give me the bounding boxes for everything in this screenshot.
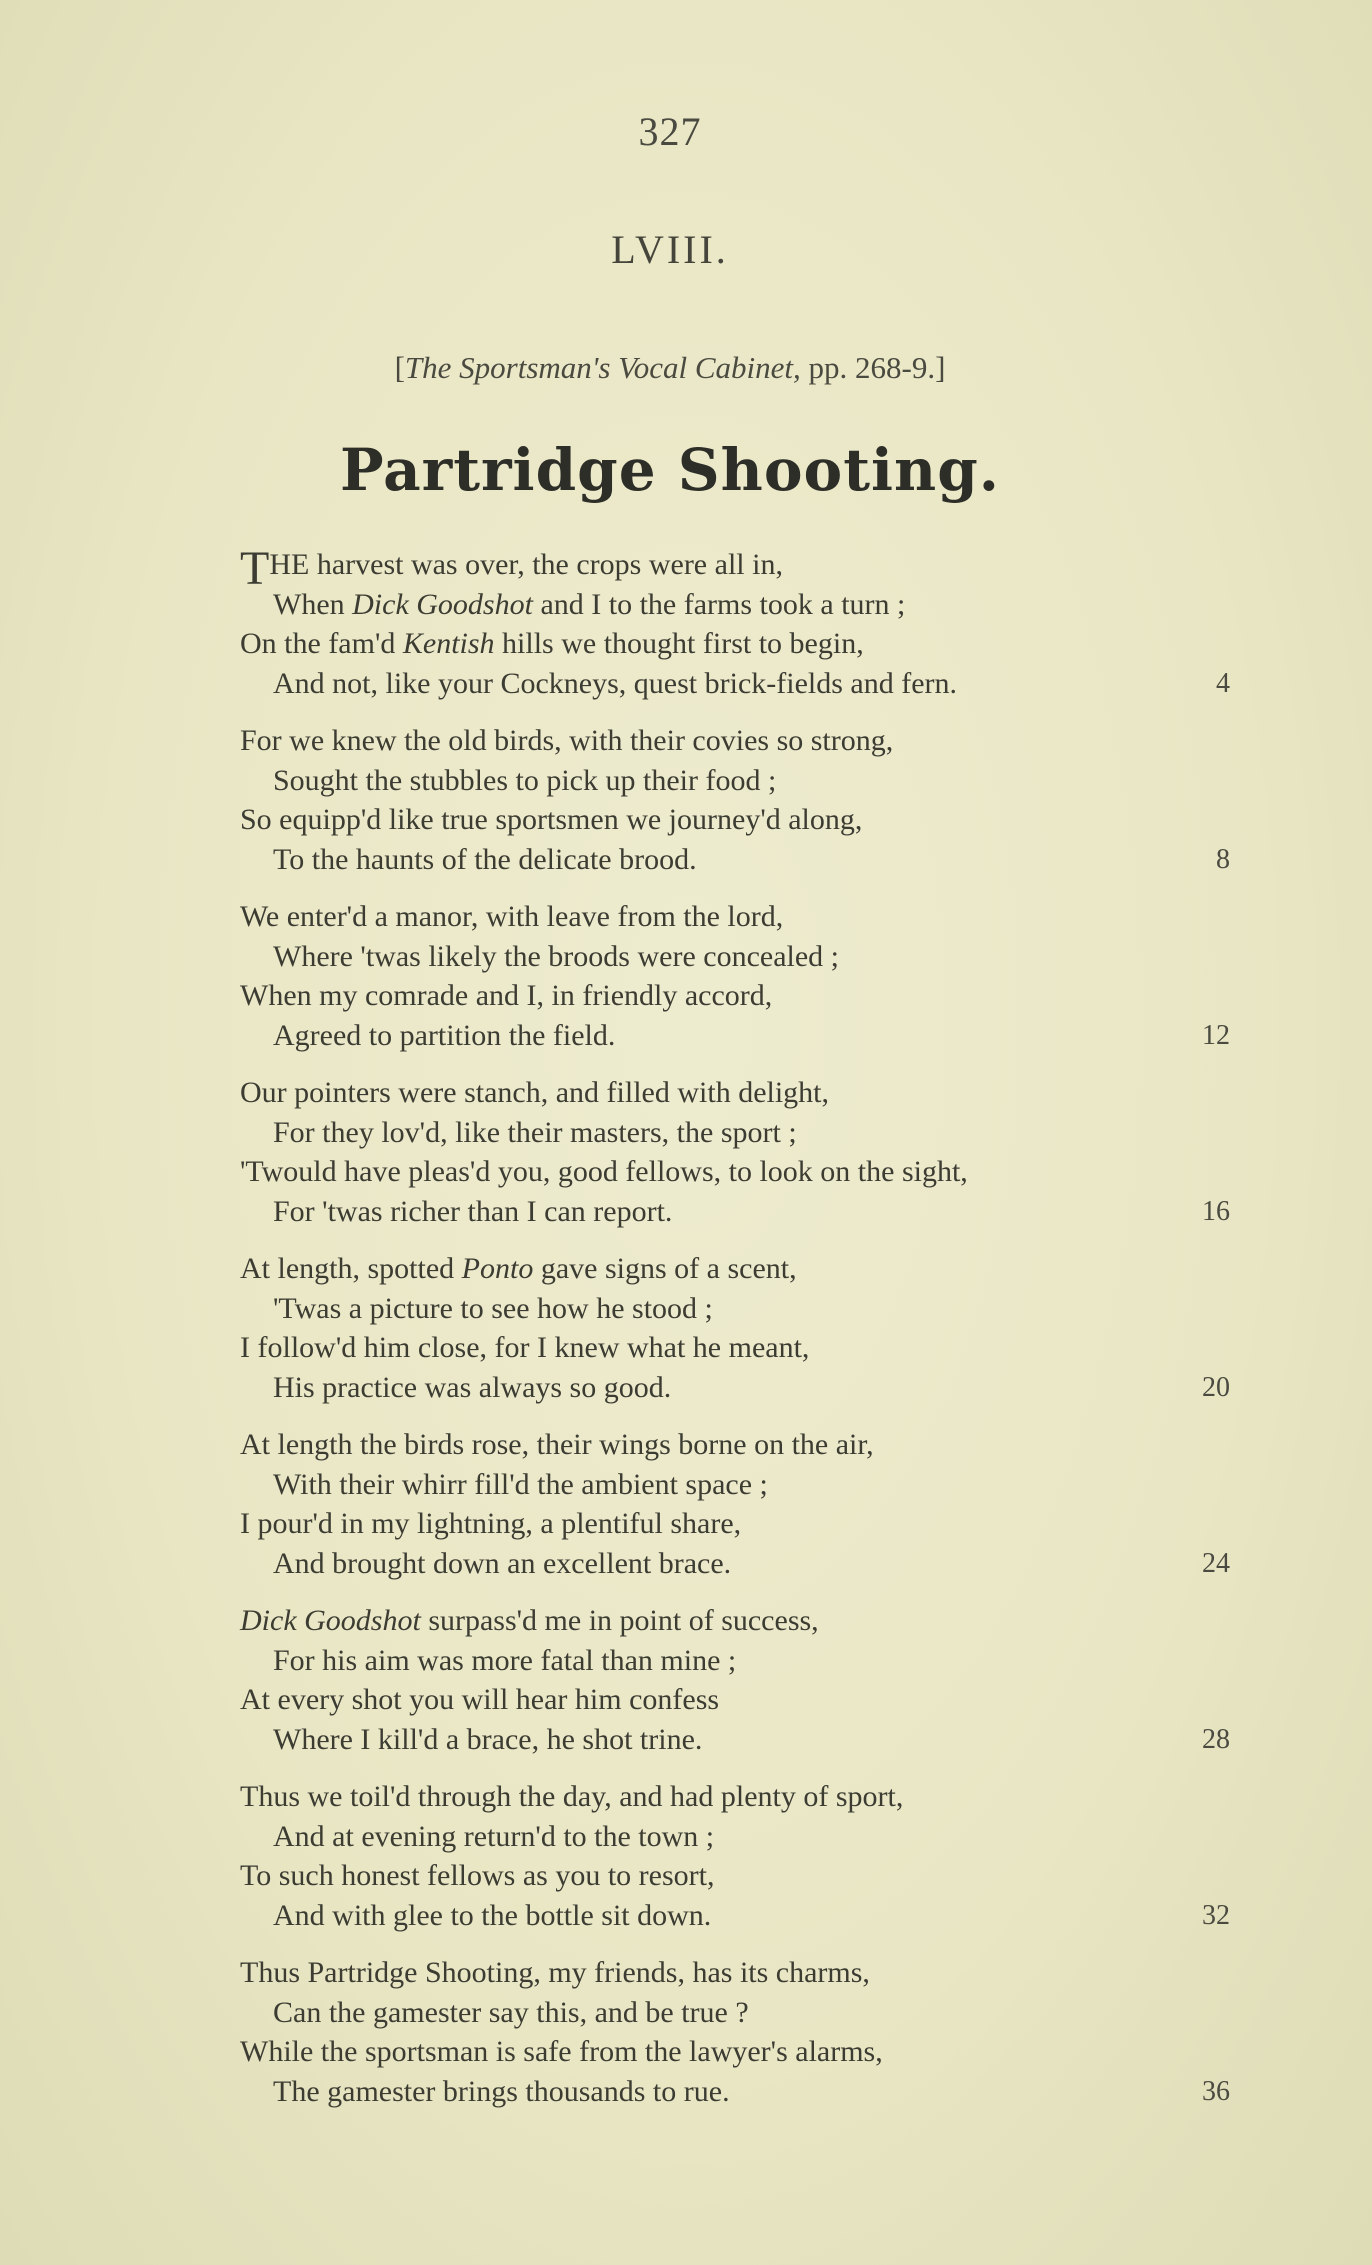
stanza xyxy=(240,542,1250,703)
line-number: 20 xyxy=(1202,1371,1230,1403)
line-text: surpass'd me in point of success, xyxy=(420,1604,819,1637)
poem-line xyxy=(240,542,1250,595)
poem-body xyxy=(240,542,1250,2129)
page-number: 327 xyxy=(638,109,702,154)
line-number: 28 xyxy=(1202,1723,1230,1755)
poem-line xyxy=(240,1680,1250,1720)
stanza xyxy=(240,1073,1250,1231)
poem-line xyxy=(240,976,1250,1016)
stanza xyxy=(240,1953,1250,2111)
poem-line xyxy=(240,2032,1250,2072)
stanza xyxy=(240,1601,1250,1759)
poem-line xyxy=(240,2072,1250,2112)
poem-line xyxy=(240,624,1250,664)
italic-text: Dick Goodshot xyxy=(352,587,533,621)
poem-line xyxy=(240,1249,1250,1289)
line-text: The gamester brings thousands to rue. xyxy=(273,2074,730,2108)
line-text: And with glee to the bottle sit down. xyxy=(273,1898,712,1932)
stanza xyxy=(240,897,1250,1055)
line-text: At every shot you will hear him confess xyxy=(240,1683,720,1716)
poem-line xyxy=(240,1953,1250,1993)
poem-line xyxy=(240,1465,1250,1505)
poem-line xyxy=(240,1073,1250,1113)
line-text: For we knew the old birds, with their covies so strong, xyxy=(240,724,894,757)
poem-title: Partridge Shooting. xyxy=(340,436,1000,504)
line-text: Thus we toil'd through the day, and had plenty of sport, xyxy=(240,1780,904,1813)
line-text: And not, like your Cockneys, quest brick-fields and fern. xyxy=(273,666,958,700)
italic-text: Kentish xyxy=(402,627,495,660)
line-text: Thus Partridge Shooting, my friends, has its charms, xyxy=(240,1956,870,1989)
line-text: For 'twas richer than I can report. xyxy=(273,1194,673,1228)
line-text: At length the birds rose, their wings borne on the air, xyxy=(240,1428,874,1461)
poem-line xyxy=(240,1817,1250,1857)
poem-line xyxy=(240,1993,1250,2033)
line-text: To the haunts of the delicate brood. xyxy=(273,842,697,876)
line-number: 16 xyxy=(1202,1195,1230,1227)
poem-line xyxy=(240,1544,1250,1584)
poem-line xyxy=(240,897,1250,937)
chapter-heading: LVIII. xyxy=(611,227,729,272)
line-text: HE harvest was over, the crops were all in, xyxy=(269,548,783,581)
line-text: For his aim was more fatal than mine ; xyxy=(273,1643,737,1677)
poem-line xyxy=(240,1601,1250,1641)
poem-line xyxy=(240,761,1250,801)
line-text: Where 'twas likely the broods were concealed ; xyxy=(273,939,840,973)
source-pages: pp. 268-9.] xyxy=(800,350,946,385)
italic-text: Ponto xyxy=(461,1252,534,1285)
italic-text: Dick Goodshot xyxy=(240,1604,421,1637)
poem-line xyxy=(240,937,1250,977)
line-text: gave signs of a scent, xyxy=(533,1252,797,1285)
poem-line xyxy=(240,800,1250,840)
line-number: 24 xyxy=(1202,1547,1230,1579)
line-text: Our pointers were stanch, and filled with delight, xyxy=(240,1076,830,1109)
poem-line xyxy=(240,1896,1250,1936)
poem-line xyxy=(240,1777,1250,1817)
drop-cap: T xyxy=(240,542,270,595)
line-text: On the fam'd xyxy=(240,627,403,660)
line-number: 32 xyxy=(1202,1899,1230,1931)
line-text: So equipp'd like true sportsmen we journey'd along, xyxy=(240,803,863,836)
line-text: I pour'd in my lightning, a plentiful share, xyxy=(240,1507,742,1540)
poem-line xyxy=(240,840,1250,880)
line-text: We enter'd a manor, with leave from the lord, xyxy=(240,900,784,933)
poem-line xyxy=(240,1368,1250,1408)
line-text: For they lov'd, like their masters, the sport ; xyxy=(273,1115,797,1149)
line-text: hills we thought first to begin, xyxy=(494,627,864,660)
poem-line xyxy=(240,1113,1250,1153)
line-text: And at evening return'd to the town ; xyxy=(273,1819,715,1853)
line-text: At length, spotted xyxy=(240,1252,462,1285)
line-text: And brought down an excellent brace. xyxy=(273,1546,732,1580)
line-text: Can the gamester say this, and be true ? xyxy=(273,1995,749,2029)
line-text: I follow'd him close, for I knew what he meant, xyxy=(240,1331,810,1364)
source-citation xyxy=(0,350,1340,386)
poem-line xyxy=(240,1289,1250,1329)
line-text: 'Twas a picture to see how he stood ; xyxy=(273,1291,713,1325)
line-text: While the sportsman is safe from the lawyer's alarms, xyxy=(240,2035,883,2068)
stanza xyxy=(240,1777,1250,1935)
line-text: and I to the farms took a turn ; xyxy=(532,587,906,621)
line-text: When my comrade and I, in friendly accord, xyxy=(240,979,773,1012)
poem-line xyxy=(240,1192,1250,1232)
line-text: To such honest fellows as you to resort, xyxy=(240,1859,715,1892)
poem-line xyxy=(240,1016,1250,1056)
stanza xyxy=(240,1249,1250,1407)
poem-line xyxy=(240,585,1250,625)
line-text: When xyxy=(273,587,353,621)
line-number: 12 xyxy=(1202,1019,1230,1051)
poem-line xyxy=(240,664,1250,704)
source-title: The Sportsman's Vocal Cabinet, xyxy=(404,350,801,385)
poem-line xyxy=(240,1425,1250,1465)
line-text: His practice was always so good. xyxy=(273,1370,672,1404)
source-bracket: [ xyxy=(394,350,405,385)
poem-line xyxy=(240,1720,1250,1760)
line-text: Sought the stubbles to pick up their food ; xyxy=(273,763,777,797)
poem-line xyxy=(240,1856,1250,1896)
line-text: With their whirr fill'd the ambient space ; xyxy=(273,1467,768,1501)
poem-line xyxy=(240,1641,1250,1681)
poem-line xyxy=(240,1152,1250,1192)
line-number: 36 xyxy=(1202,2075,1230,2107)
line-number: 8 xyxy=(1216,843,1230,875)
stanza xyxy=(240,1425,1250,1583)
line-text: 'Twould have pleas'd you, good fellows, to look on the sight, xyxy=(240,1155,968,1188)
line-number: 4 xyxy=(1216,667,1230,699)
stanza xyxy=(240,721,1250,879)
poem-line xyxy=(240,1328,1250,1368)
line-text: Where I kill'd a brace, he shot trine. xyxy=(273,1722,703,1756)
poem-line xyxy=(240,1504,1250,1544)
poem-line xyxy=(240,721,1250,761)
line-text: Agreed to partition the field. xyxy=(273,1018,616,1052)
